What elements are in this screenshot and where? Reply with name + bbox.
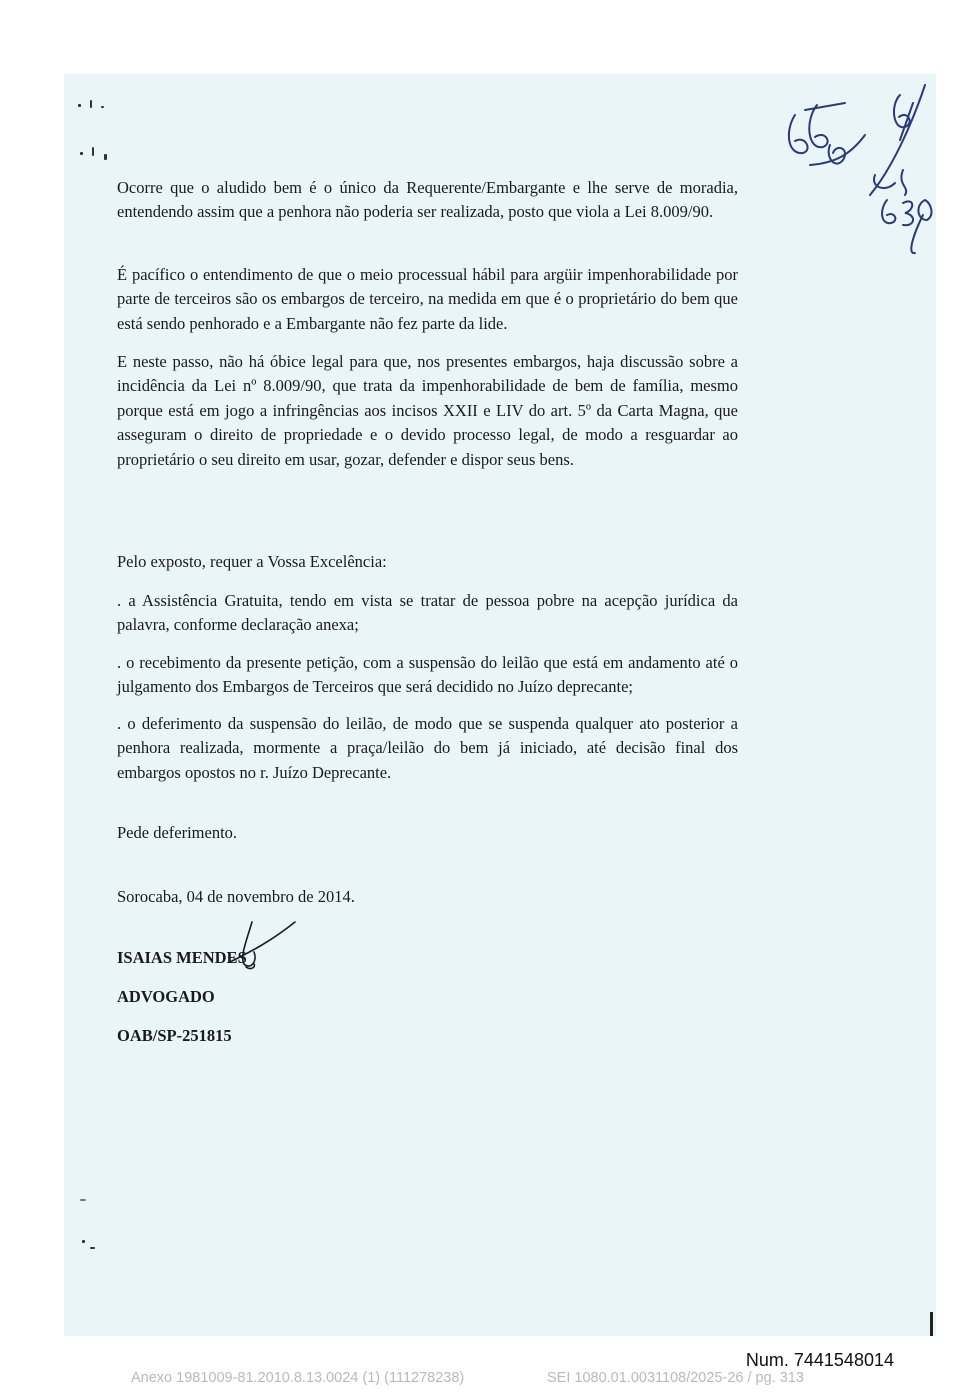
signer-name: ISAIAS MENDES <box>117 948 247 967</box>
scan-speck <box>82 1240 85 1243</box>
request-item-1: . a Assistência Gratuita, tendo em vista se tratar de pessoa pobre na acepção jurídica da palavra, conforme declaração anexa; <box>117 591 738 635</box>
scan-edge-line <box>930 1312 933 1336</box>
document-number: Num. 7441548014 <box>745 1350 894 1370</box>
signer-title: ADVOGADO <box>117 987 215 1006</box>
request-intro: Pelo exposto, requer a Vossa Excelência: <box>117 552 387 571</box>
paragraph-2: É pacífico o entendimento de que o meio processual hábil para argüir impenhorabilidade por parte de terceiros são os embargos de terceiro, na medida em que é o proprietário do bem que está sendo penhorado e a Embargante não fez parte da lide. <box>117 265 738 333</box>
scan-speck <box>78 104 81 107</box>
request-item-2: . o recebimento da presente petição, com a suspensão do leilão que está em andamento até o julgamento dos Embargos de Terceiros que será decidido no Juízo deprecante; <box>117 653 738 697</box>
scan-speck <box>90 1247 95 1249</box>
footer-sei: SEI 1080.01.0031108/2025-26 / pg. 313 <box>547 1370 804 1386</box>
closing: Pede deferimento. <box>117 823 238 842</box>
scan-speck <box>80 1199 86 1201</box>
footer-annex: Anexo 1981009-81.2010.8.13.0024 (1) (111278238) <box>131 1370 465 1386</box>
request-item-3: . o deferimento da suspensão do leilão, de modo que se suspenda qualquer ato posterior a penhora realizada, mormente a praça/leilão do bem já iniciado, até decisão final dos embargos opostos no r. Juízo Deprecante. <box>117 714 738 782</box>
handwritten-signature <box>210 912 320 972</box>
scan-speck <box>101 106 104 108</box>
handwritten-folio-marks <box>775 75 965 275</box>
signer-oab: OAB/SP-251815 <box>117 1026 232 1045</box>
paragraph-3: E neste passo, não há óbice legal para que, nos presentes embargos, haja discussão sobre a incidência da Lei nº 8.009/90, que trata da impenhorabilidade de bem de família, mesmo porque está em jogo a infringências aos incisos XXII e LIV do art. 5º da Carta Magna, que asseguram o direito de propriedade e o devido processo legal, de modo a resguardar ao proprietário o seu direito em usar, gozar, defender e dispor seus bens. <box>117 352 738 469</box>
scan-speck <box>104 154 107 160</box>
scan-speck <box>92 147 94 156</box>
paragraph-1: Ocorre que o aludido bem é o único da Requerente/Embargante e lhe serve de moradia, entendendo assim que a penhora não poderia ser realizada, posto que viola a Lei 8.009/90. <box>117 178 738 222</box>
place-date: Sorocaba, 04 de novembro de 2014. <box>117 887 355 906</box>
scan-speck <box>80 152 83 155</box>
scan-speck <box>90 100 92 108</box>
